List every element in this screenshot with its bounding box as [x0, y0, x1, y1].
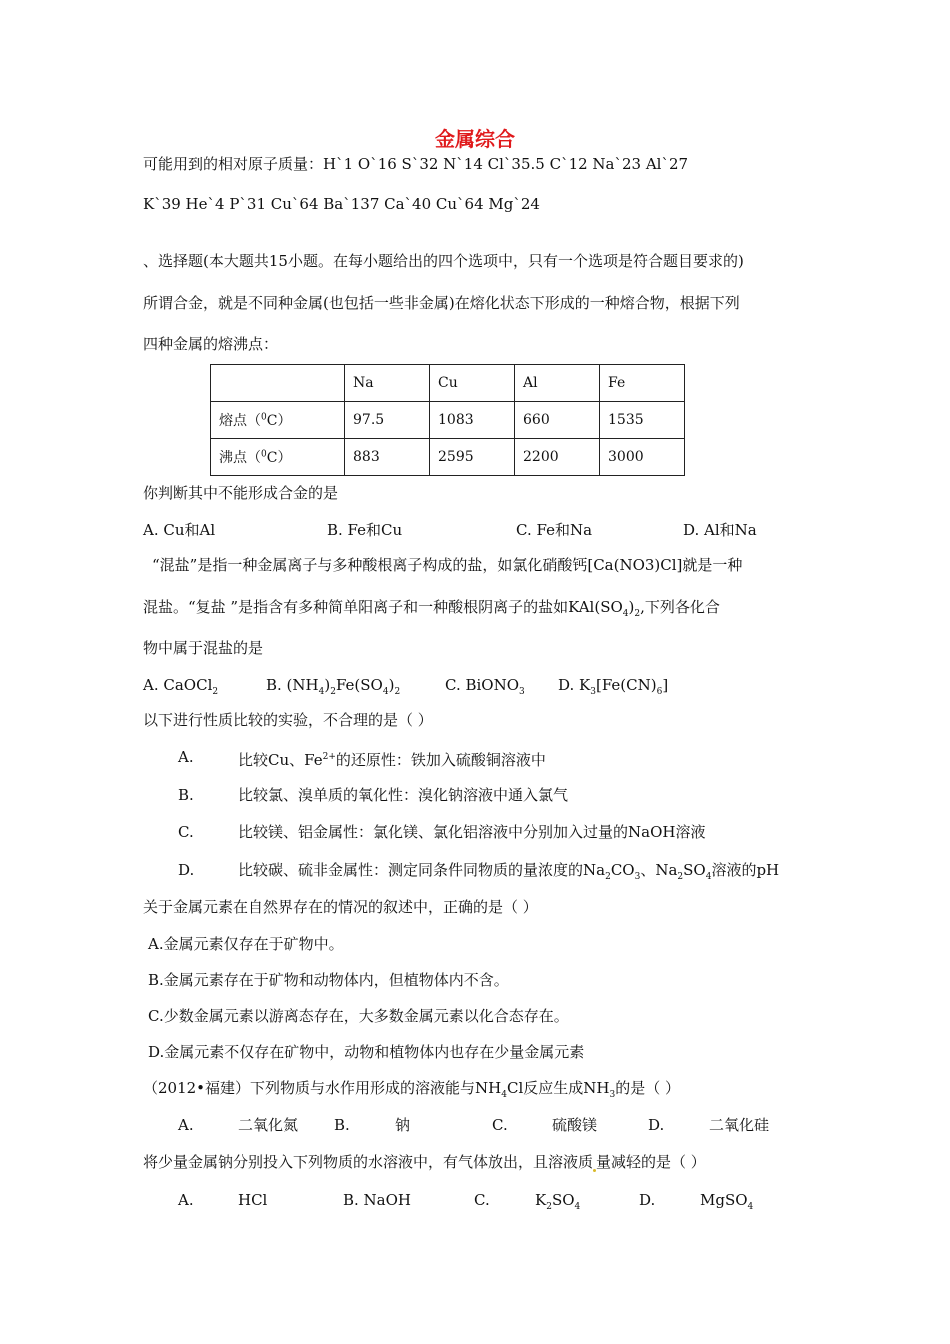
q1-option-c: C. Fe和Na: [516, 521, 593, 539]
q3-option-b: 比较氯、溴单质的氧化性：溴化钠溶液中通入氯气: [238, 786, 569, 804]
atomic-masses-line-1: 可能用到的相对原子质量：H`1 O`16 S`32 N`14 Cl`35.5 C`12 Na`23 Al`27: [143, 155, 689, 173]
table-cell: 1083: [430, 402, 515, 439]
table-cell: 2595: [430, 439, 515, 476]
q5-option-b: 钠: [395, 1116, 411, 1134]
q3-option-d-label: D.: [178, 861, 195, 879]
table-cell: 2200: [515, 439, 600, 476]
q5-option-d-label: D.: [648, 1116, 665, 1134]
table-row: [211, 402, 685, 439]
q5-option-c: 硫酸镁: [552, 1116, 598, 1134]
table-cell: 883: [345, 439, 430, 476]
q2-line-2: 混盐。“复盐 ”是指含有多种简单阳离子和一种酸根阴离子的盐如$KAl(SO_4)_2$,下列各化合: [143, 598, 720, 619]
q1-line-2: 四种金属的熔沸点：: [143, 335, 279, 353]
atomic-masses-line-2: K`39 He`4 P`31 Cu`64 Ba`137 Ca`40 Cu`64 Mg`24: [143, 195, 540, 213]
q1-option-b: B. Fe和Cu: [327, 521, 403, 539]
q1-option-d: D. Al和Na: [683, 521, 757, 539]
q4-option-d: D.金属元素不仅存在矿物中，动物和植物体内也存在少量金属元素: [148, 1043, 585, 1061]
q5-option-a: 二氧化氮: [238, 1116, 299, 1134]
q3-option-a: 比较Cu、$Fe^{2+}$的还原性：铁加入硫酸铜溶液中: [238, 751, 546, 769]
table-header-row: [211, 365, 685, 402]
q3-option-c: 比较镁、铝金属性：氯化镁、氯化铝溶液中分别加入过量的NaOH溶液: [238, 823, 706, 841]
q3-option-a-label: A.: [178, 748, 194, 766]
q5-option-d: 二氧化硅: [709, 1116, 770, 1134]
q6-option-a-label: A.: [178, 1191, 194, 1209]
q4-option-c: C.少数金属元素以游离态存在，大多数金属元素以化合态存在。: [148, 1007, 569, 1025]
q1-line-1: 所谓合金，就是不同种金属(也包括一些非金属)在熔化状态下形成的一种熔合物，根据下列: [143, 294, 740, 312]
q4-option-a: A.金属元素仅存在于矿物中。: [148, 935, 344, 953]
q6-option-c-label: C.: [474, 1191, 490, 1209]
q3-option-c-label: C.: [178, 823, 194, 841]
q3-question: 以下进行性质比较的实验，不合理的是（ ）: [143, 711, 433, 729]
q2-line-1: “混盐”是指一种金属离子与多种酸根离子构成的盐，如氯化硝酸钙[Ca(NO3)Cl]就是一种: [152, 556, 743, 574]
q6-option-c: $K_2SO_4$: [535, 1191, 581, 1212]
table-cell: Fe: [600, 365, 685, 402]
q5-question: （2012•福建）下列物质与水作用形成的溶液能与$NH_4Cl$反应生成$NH_3$的是（ ）: [143, 1079, 680, 1100]
table-cell: 660: [515, 402, 600, 439]
row-label-melting: 熔点（$^0$C）: [211, 402, 345, 439]
page-title: 金属综合: [435, 127, 515, 151]
q6-option-d: MgSO$_4$: [700, 1191, 754, 1212]
q1-question: 你判断其中不能形成合金的是: [143, 484, 339, 502]
q5-option-b-label: B.: [334, 1116, 350, 1134]
row-label-boiling: 沸点（$^0$C）: [211, 439, 345, 476]
table-cell: 3000: [600, 439, 685, 476]
q5-option-c-label: C.: [492, 1116, 508, 1134]
q6-option-a: HCl: [238, 1191, 268, 1209]
q2-option-b: B. $(NH_4)_2Fe(SO_4)_2$: [266, 676, 401, 697]
table-cell: Na: [345, 365, 430, 402]
section-header: 、选择题(本大题共15小题。在每小题给出的四个选项中，只有一个选项是符合题目要求的): [143, 252, 744, 270]
q4-question: 关于金属元素在自然界存在的情况的叙述中，正确的是（ ）: [143, 898, 538, 916]
q2-option-a: A. CaOCl$_2$: [143, 676, 219, 697]
q3-option-b-label: B.: [178, 786, 194, 804]
table-cell: 1535: [600, 402, 685, 439]
table-cell: Cu: [430, 365, 515, 402]
q3-option-d: 比较碳、硫非金属性：测定同条件同物质的量浓度的$Na_2CO_3$、$Na_2SO_4$溶液的pH: [238, 861, 780, 882]
q6-question: 将少量金属钠分别投入下列物质的水溶液中，有气体放出，且溶液质 量减轻的是（ ）: [143, 1153, 706, 1171]
q6-option-b: B. NaOH: [343, 1191, 412, 1209]
q5-option-a-label: A.: [178, 1116, 194, 1134]
melting-boiling-table: [210, 364, 685, 476]
table-row: [211, 439, 685, 476]
q1-option-a: A. Cu和Al: [143, 521, 216, 539]
table-cell: 97.5: [345, 402, 430, 439]
q6-option-d-label: D.: [639, 1191, 656, 1209]
table-cell: [211, 365, 345, 402]
q2-line-3: 物中属于混盐的是: [143, 639, 264, 657]
q4-option-b: B.金属元素存在于矿物和动物体内，但植物体内不含。: [148, 971, 509, 989]
q2-option-d: D. $K_3[Fe(CN)_6]$: [558, 676, 669, 697]
q2-option-c: C. BiONO$_3$: [445, 676, 525, 697]
table-cell: Al: [515, 365, 600, 402]
